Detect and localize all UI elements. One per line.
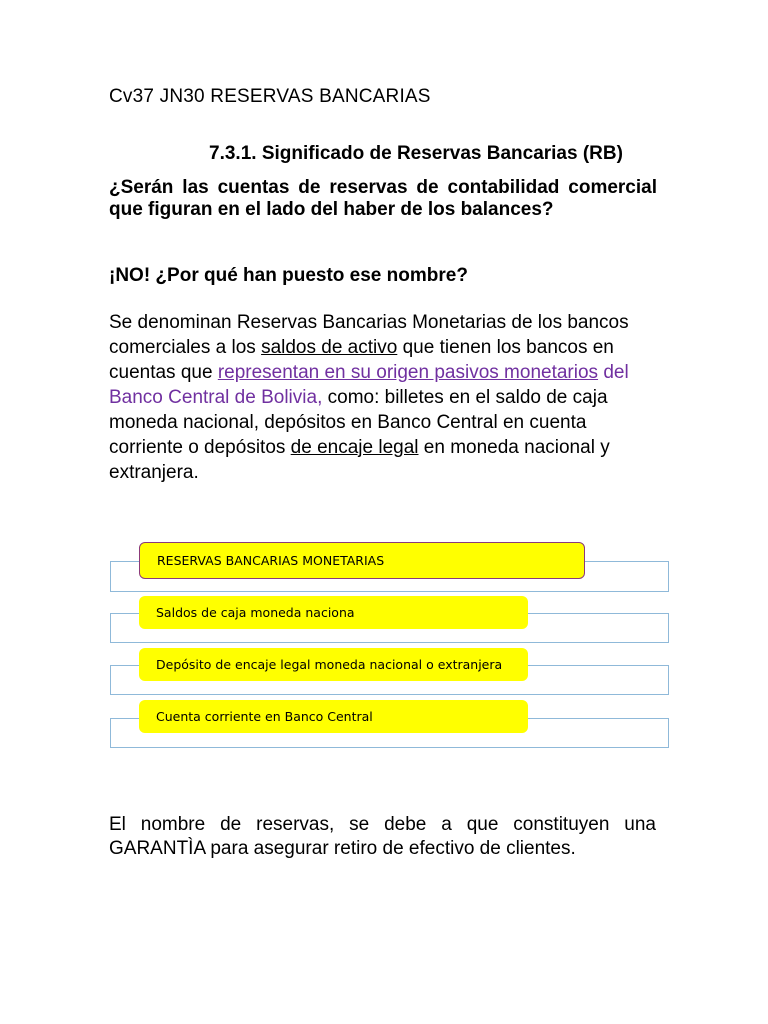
definition-text-3: del: [598, 362, 629, 383]
answer-line: ¡NO! ¿Por qué han puesto ese nombre?: [109, 265, 468, 286]
definition-text-4: como: billetes en el saldo de caja moneda nacional, depósitos en Banco Central en cuenta corriente o depósitos: [109, 387, 608, 458]
definition-text-1: Se denominan Reservas Bancarias Monetarias de los bancos comerciales a los: [109, 312, 629, 358]
definition-paragraph: [109, 310, 654, 485]
definition-text-2: que tienen los bancos en cuentas que: [109, 337, 614, 383]
diagram-item-encaje-legal: Depósito de encaje legal moneda nacional o extranjera: [139, 648, 528, 681]
diagram-item-cuenta-corriente: Cuenta corriente en Banco Central: [139, 700, 528, 733]
underlined-encaje-legal: de encaje legal: [290, 437, 419, 458]
diagram-item-reservas: RESERVAS BANCARIAS MONETARIAS: [139, 542, 585, 579]
underlined-saldos-de-activo: saldos de activo: [261, 337, 398, 358]
diagram-item-saldos-caja: Saldos de caja moneda naciona: [139, 596, 528, 629]
definition-text-5: en moneda nacional y extranjera.: [109, 437, 610, 483]
document-title: Cv37 JN30 RESERVAS BANCARIAS: [109, 86, 431, 107]
closing-paragraph: El nombre de reservas, se debe a que constituyen una GARANTÌA para asegurar retiro de efectivo de clientes.: [109, 814, 656, 859]
link-banco-central[interactable]: Banco Central de Bolivia,: [109, 387, 323, 408]
section-heading: 7.3.1. Significado de Reservas Bancarias (RB): [209, 143, 623, 164]
question-paragraph: ¿Serán las cuentas de reservas de contabilidad comercial que figuran en el lado del haber de los balances?: [109, 177, 657, 220]
link-pasivos-monetarios[interactable]: representan en su origen pasivos monetarios: [217, 362, 599, 383]
